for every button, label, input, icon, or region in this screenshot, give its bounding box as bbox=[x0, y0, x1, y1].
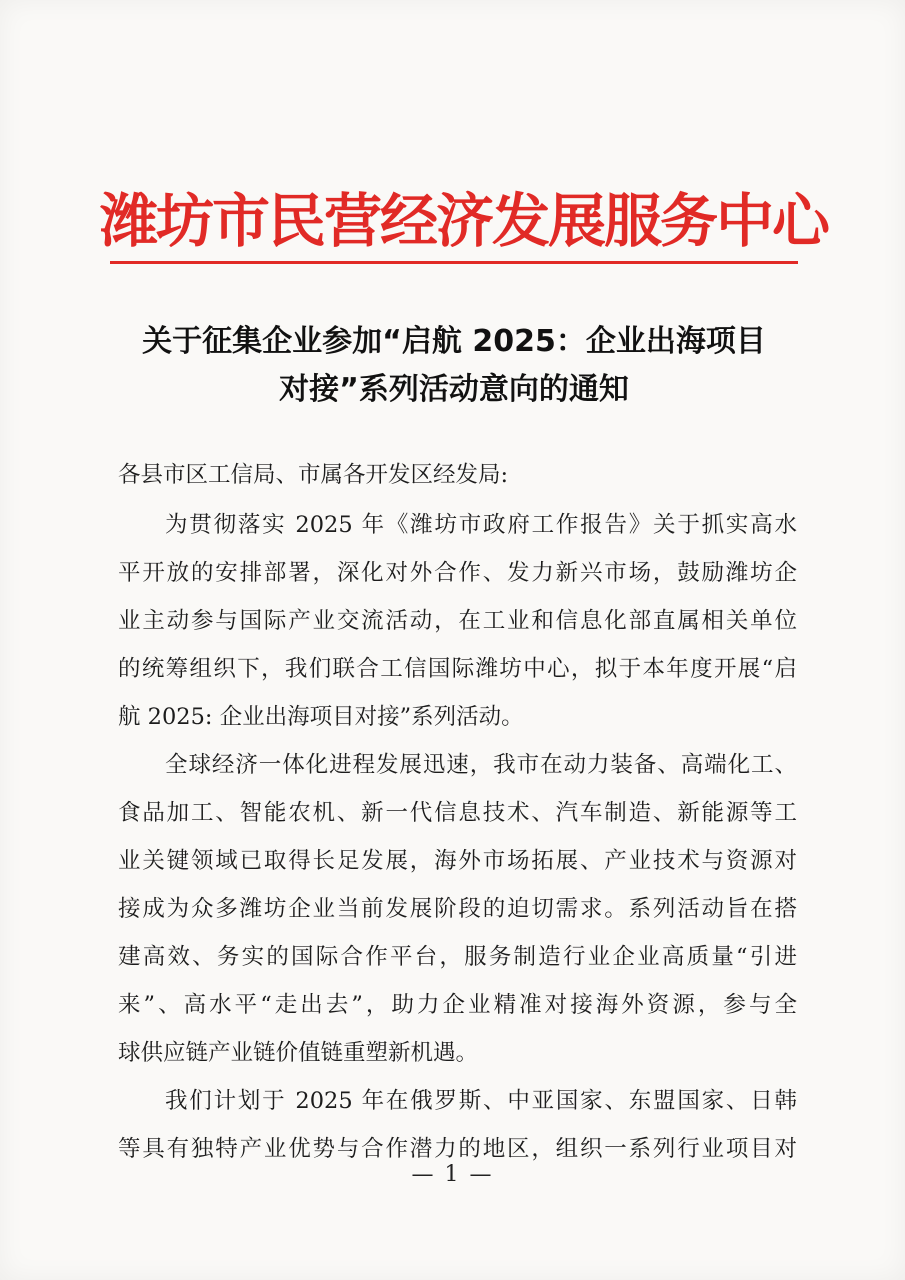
body-line: 的统筹组织下，我们联合工信国际潍坊中心，拟于本年度开展“启 bbox=[118, 656, 797, 682]
document-title-line-1: 关于征集企业参加“启航 2025：企业出海项目 bbox=[142, 324, 766, 359]
body-line: 航 2025: 企业出海项目对接”系列活动。 bbox=[118, 704, 524, 730]
body-line: 等具有独特产业优势与合作潜力的地区，组织一系列行业项目对 bbox=[118, 1136, 797, 1162]
body-line: 全球经济一体化进程发展迅速，我市在动力装备、高端化工、 bbox=[165, 752, 797, 778]
body-line: 为贯彻落实 2025 年《潍坊市政府工作报告》关于抓实高水 bbox=[165, 512, 797, 538]
body-line: 建高效、务实的国际合作平台，服务制造行业企业高质量“引进 bbox=[118, 944, 797, 970]
body-line: 来”、高水平“走出去”，助力企业精准对接海外资源，参与全 bbox=[118, 992, 797, 1018]
organization-header: 潍坊市民营经济发展服务中心 bbox=[100, 187, 829, 255]
body-line: 球供应链产业链价值链重塑新机遇。 bbox=[118, 1040, 479, 1066]
document-title bbox=[110, 318, 798, 414]
salutation: 各县市区工信局、市属各开发区经发局: bbox=[118, 462, 509, 488]
body-line: 食品加工、智能农机、新一代信息技术、汽车制造、新能源等工 bbox=[118, 800, 797, 826]
body-line: 我们计划于 2025 年在俄罗斯、中亚国家、东盟国家、日韩 bbox=[165, 1088, 797, 1114]
red-header-rule bbox=[110, 261, 798, 264]
body-line: 平开放的安排部署，深化对外合作、发力新兴市场，鼓励潍坊企 bbox=[118, 560, 797, 586]
body-line: 接成为众多潍坊企业当前发展阶段的迫切需求。系列活动旨在搭 bbox=[118, 896, 797, 922]
page-number: — 1 — bbox=[411, 1162, 494, 1187]
body-line: 业关键领域已取得长足发展，海外市场拓展、产业技术与资源对 bbox=[118, 848, 797, 874]
body-line: 业主动参与国际产业交流活动，在工业和信息化部直属相关单位 bbox=[118, 608, 797, 634]
document-title-line-2: 对接”系列活动意向的通知 bbox=[279, 372, 629, 407]
